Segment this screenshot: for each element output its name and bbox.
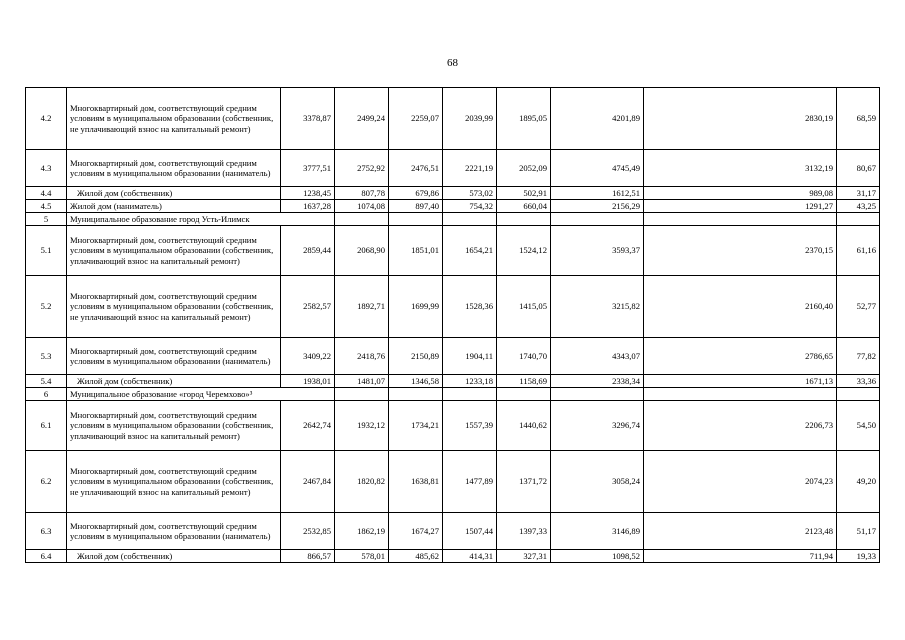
cell-value: 1507,44 [443,513,497,550]
cell-value: 3378,87 [281,88,335,150]
cell-value: 1481,07 [335,375,389,388]
cell-value: 1346,58 [389,375,443,388]
cell-value: 3296,74 [551,401,644,451]
table-row [26,276,880,338]
cell-value: 2259,07 [389,88,443,150]
cell-value: 2206,73 [644,401,837,451]
cell-value: 1671,13 [644,375,837,388]
cell-value: 1371,72 [497,451,551,513]
table-row [26,513,880,550]
cell-value: 1233,18 [443,375,497,388]
table-row [26,451,880,513]
cell-value: 578,01 [335,550,389,563]
cell-value: 1820,82 [335,451,389,513]
cell-value: 897,40 [389,200,443,213]
section-title: Муниципальное образование «город Черемхово»³ [67,388,335,401]
row-number: 4.3 [26,150,67,187]
row-number: 5.2 [26,276,67,338]
cell-value: 1699,99 [389,276,443,338]
cell-value: 1528,36 [443,276,497,338]
cell-value: 2467,84 [281,451,335,513]
table-row [26,401,880,451]
cell-value: 2068,90 [335,226,389,276]
cell-value: 866,57 [281,550,335,563]
row-number: 4.2 [26,88,67,150]
cell-value: 51,17 [837,513,880,550]
cell-value: 1440,62 [497,401,551,451]
table-row [26,150,880,187]
cell-value: 414,31 [443,550,497,563]
cell-value: 2221,19 [443,150,497,187]
section-row [26,213,880,226]
cell-value: 2830,19 [644,88,837,150]
row-number: 5.1 [26,226,67,276]
cell-value: 2338,34 [551,375,644,388]
cell-value: 52,77 [837,276,880,338]
row-description: Многоквартирный дом, соответствующий средним условиям в муниципальном образовании (наниматель) [67,513,281,550]
cell-value: 1674,27 [389,513,443,550]
tariff-table [25,87,880,563]
section-number: 5 [26,213,67,226]
cell-value: 3146,89 [551,513,644,550]
row-number: 6.4 [26,550,67,563]
cell-value: 2476,51 [389,150,443,187]
cell-value: 2039,99 [443,88,497,150]
page-number: 68 [447,57,458,69]
cell-value: 1291,27 [644,200,837,213]
cell-value: 989,08 [644,187,837,200]
cell-value: 2859,44 [281,226,335,276]
cell-value: 3409,22 [281,338,335,375]
row-number: 6.1 [26,401,67,451]
cell-value: 1851,01 [389,226,443,276]
row-description: Многоквартирный дом, соответствующий средним условиям в муниципальном образовании (собственник, не уплачивающий взнос на капитальный ремонт) [67,88,281,150]
row-number: 4.5 [26,200,67,213]
section-row [26,388,880,401]
table-row [26,226,880,276]
table-row [26,200,880,213]
row-number: 6.2 [26,451,67,513]
cell-value: 1098,52 [551,550,644,563]
cell-value: 1238,45 [281,187,335,200]
cell-value: 80,67 [837,150,880,187]
row-description: Многоквартирный дом, соответствующий средним условиям в муниципальном образовании (собственник, не уплачивающий взнос на капитальный ремонт) [67,451,281,513]
cell-value: 807,78 [335,187,389,200]
table-row [26,88,880,150]
cell-value: 1904,11 [443,338,497,375]
cell-value: 1895,05 [497,88,551,150]
cell-value: 1557,39 [443,401,497,451]
cell-value: 4343,07 [551,338,644,375]
table-row [26,375,880,388]
cell-value: 485,62 [389,550,443,563]
row-number: 5.4 [26,375,67,388]
cell-value: 3777,51 [281,150,335,187]
cell-value: 1397,33 [497,513,551,550]
row-number: 4.4 [26,187,67,200]
cell-value: 2752,92 [335,150,389,187]
cell-value: 1477,89 [443,451,497,513]
cell-value: 1740,70 [497,338,551,375]
cell-value: 502,91 [497,187,551,200]
cell-value: 33,36 [837,375,880,388]
cell-value: 3593,37 [551,226,644,276]
cell-value: 1932,12 [335,401,389,451]
cell-value: 61,16 [837,226,880,276]
cell-value: 68,59 [837,88,880,150]
cell-value: 1158,69 [497,375,551,388]
cell-value: 49,20 [837,451,880,513]
row-description: Жилой дом (наниматель) [67,200,281,213]
cell-value: 77,82 [837,338,880,375]
cell-value: 4745,49 [551,150,644,187]
row-number: 6.3 [26,513,67,550]
row-description: Многоквартирный дом, соответствующий средним условиям в муниципальном образовании (собственник, не уплачивающий взнос на капитальный ремонт) [67,276,281,338]
row-number: 5.3 [26,338,67,375]
cell-value: 2370,15 [644,226,837,276]
cell-value: 3058,24 [551,451,644,513]
cell-value: 660,04 [497,200,551,213]
cell-value: 2052,09 [497,150,551,187]
cell-value: 1892,71 [335,276,389,338]
row-description: Жилой дом (собственник) [67,187,281,200]
row-description: Многоквартирный дом, соответствующий средним условиям в муниципальном образовании (наниматель) [67,150,281,187]
row-description: Многоквартирный дом, соответствующий средним условиям в муниципальном образовании (наниматель) [67,338,281,375]
cell-value: 1612,51 [551,187,644,200]
cell-value: 2499,24 [335,88,389,150]
cell-value: 2074,23 [644,451,837,513]
section-number: 6 [26,388,67,401]
cell-value: 754,32 [443,200,497,213]
section-title: Муниципальное образование город Усть-Илимск [67,213,335,226]
row-description: Жилой дом (собственник) [67,375,281,388]
row-description: Многоквартирный дом, соответствующий средним условиям в муниципальном образовании (собственник, уплачивающий взнос на капитальный ремонт) [67,401,281,451]
cell-value: 1524,12 [497,226,551,276]
cell-value: 54,50 [837,401,880,451]
cell-value: 1654,21 [443,226,497,276]
cell-value: 2582,57 [281,276,335,338]
cell-value: 1415,05 [497,276,551,338]
cell-value: 3132,19 [644,150,837,187]
cell-value: 711,94 [644,550,837,563]
cell-value: 2786,65 [644,338,837,375]
row-description: Жилой дом (собственник) [67,550,281,563]
cell-value: 1862,19 [335,513,389,550]
cell-value: 1734,21 [389,401,443,451]
cell-value: 2160,40 [644,276,837,338]
cell-value: 1637,28 [281,200,335,213]
cell-value: 2418,76 [335,338,389,375]
cell-value: 19,33 [837,550,880,563]
cell-value: 2156,29 [551,200,644,213]
cell-value: 1074,08 [335,200,389,213]
cell-value: 4201,89 [551,88,644,150]
cell-value: 1938,01 [281,375,335,388]
cell-value: 2150,89 [389,338,443,375]
cell-value: 3215,82 [551,276,644,338]
cell-value: 679,86 [389,187,443,200]
cell-value: 2642,74 [281,401,335,451]
table-row [26,338,880,375]
cell-value: 327,31 [497,550,551,563]
cell-value: 2532,85 [281,513,335,550]
cell-value: 31,17 [837,187,880,200]
row-description: Многоквартирный дом, соответствующий средним условиям в муниципальном образовании (собственник, уплачивающий взнос на капитальный ремонт) [67,226,281,276]
cell-value: 43,25 [837,200,880,213]
table-row [26,187,880,200]
cell-value: 573,02 [443,187,497,200]
cell-value: 1638,81 [389,451,443,513]
table-row [26,550,880,563]
cell-value: 2123,48 [644,513,837,550]
